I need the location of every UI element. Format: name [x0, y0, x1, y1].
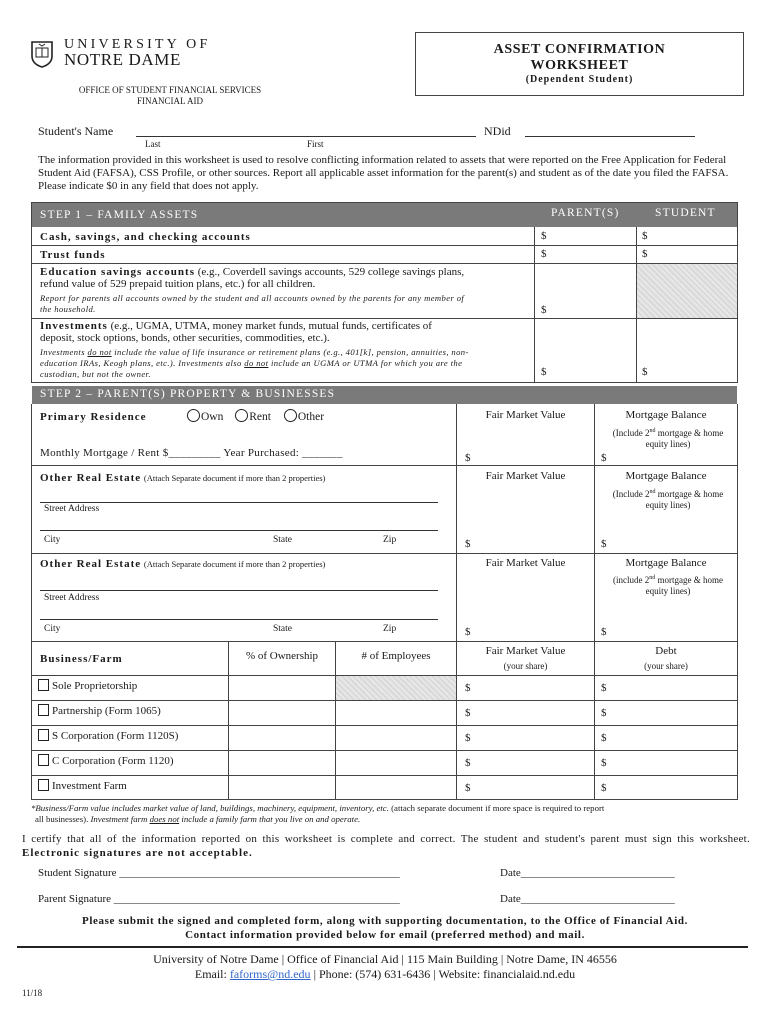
ore2-fmv-field[interactable]: $ — [465, 626, 471, 638]
parent-date-field[interactable]: Date____________________________ — [500, 893, 675, 905]
edu-note2: the household. — [40, 304, 96, 314]
university-name-line2: NOTRE DAME — [64, 50, 181, 69]
footnote-does-not: does not — [149, 814, 180, 824]
ore2-zip-label: Zip — [383, 624, 397, 634]
business-fmv-field-sole-proprietorship[interactable]: $ — [465, 682, 471, 694]
own-radio[interactable] — [187, 409, 200, 422]
first-name-label: First — [307, 139, 324, 149]
employees-header: # of Employees — [361, 650, 431, 662]
business-type-label: Investment Farm — [52, 780, 127, 792]
student-name-label: Student's Name — [38, 124, 114, 138]
footnote-c: all businesses). — [35, 814, 91, 824]
ore2-include-sup: nd — [649, 575, 656, 581]
business-row-sole-proprietorship — [38, 679, 137, 692]
business-footnote — [31, 803, 751, 825]
student-column-header: STUDENT — [655, 207, 716, 219]
footer-divider — [17, 946, 748, 948]
inv-note-do-not-2: do not — [244, 358, 269, 368]
ore1-street-label: Street Address — [44, 504, 100, 514]
ownership-header: % of Ownership — [245, 650, 319, 662]
ore2-include-note — [598, 573, 738, 597]
ore1-street-field[interactable] — [40, 502, 438, 503]
certification-statement — [22, 832, 750, 860]
footer-address: University of Notre Dame | Office of Financial Aid | 115 Main Building | Notre Dame, IN 46556 — [153, 952, 617, 966]
student-edu-shaded — [637, 264, 737, 318]
business-fmv-field-partnership[interactable]: $ — [465, 707, 471, 719]
ore1-bold: Other Real Estate — [40, 472, 142, 484]
include-sup: nd — [649, 428, 656, 434]
business-debt-field-c-corporation[interactable]: $ — [601, 757, 607, 769]
business-fmv-share: (your share) — [503, 661, 548, 671]
student-name-field[interactable] — [136, 136, 476, 137]
ore1-fmv-field[interactable]: $ — [465, 538, 471, 550]
ore1-mortgage-header: Mortgage Balance — [625, 470, 707, 482]
cash-student-field[interactable]: $ — [642, 230, 648, 242]
business-debt-field-investment-farm[interactable]: $ — [601, 782, 607, 794]
footer-contact — [15, 967, 755, 982]
business-debt-field-s-corporation[interactable]: $ — [601, 732, 607, 744]
inv-note-do-not: do not — [87, 347, 112, 357]
student-date-field[interactable]: Date____________________________ — [500, 867, 675, 879]
primary-include-note — [598, 426, 738, 450]
edu-note — [40, 293, 534, 315]
cash-label: Cash, savings, and checking accounts — [40, 231, 251, 243]
business-farm-label: Business/Farm — [40, 653, 123, 665]
edu-label — [40, 266, 532, 290]
trust-student-field[interactable]: $ — [642, 248, 648, 260]
primary-fmv-field[interactable]: $ — [465, 452, 471, 464]
ndid-label: NDid — [484, 124, 511, 138]
business-row-c-corporation — [38, 754, 174, 767]
ore1-include-a: (Include 2 — [612, 489, 650, 499]
cash-parent-field[interactable]: $ — [541, 230, 547, 242]
ore2-include-b: mortgage & home — [655, 575, 723, 585]
other-radio[interactable] — [284, 409, 297, 422]
ore2-city-field[interactable] — [40, 619, 438, 620]
ore2-fmv-header: Fair Market Value — [485, 557, 566, 569]
step1-title: STEP 1 – FAMILY ASSETS — [40, 209, 199, 221]
edu-text1: (e.g., Coverdell savings accounts, 529 college savings plans, — [194, 266, 465, 278]
step2-header — [32, 386, 737, 404]
trust-label: Trust funds — [40, 249, 106, 261]
page-title: ASSET CONFIRMATION — [493, 42, 666, 57]
page-title-line2: WORKSHEET — [530, 58, 629, 73]
debt-header: Debt — [655, 645, 677, 657]
business-fmv-field-c-corporation[interactable]: $ — [465, 757, 471, 769]
checkbox-partnership[interactable] — [38, 704, 49, 716]
footnote-d: Investment farm — [90, 814, 150, 824]
business-row-partnership — [38, 704, 161, 717]
ore1-include-sup: nd — [649, 489, 656, 495]
university-name-line1: UNIVERSITY OF — [64, 37, 211, 52]
business-row-investment-farm — [38, 779, 127, 792]
inv-bold: Investments — [40, 320, 108, 332]
ore1-note: (Attach Separate document if more than 2 properties) — [143, 473, 326, 483]
edu-note1: Report for parents all accounts owned by the student and all accounts owned by the parents for any member of — [40, 293, 465, 303]
investments-student-field[interactable]: $ — [642, 366, 648, 378]
inv-text1: (e.g., UGMA, UTMA, money market funds, mutual funds, certificates of — [107, 320, 432, 332]
certify-text: I certify that all of the information reported on this worksheet is complete and correct. The student and student's parent must sign this worksheet. — [22, 833, 750, 845]
office-subname: FINANCIAL AID — [137, 96, 203, 106]
ore2-mortgage-field[interactable]: $ — [601, 626, 607, 638]
own-label: Own — [201, 411, 224, 423]
checkbox-s-corporation[interactable] — [38, 729, 49, 741]
title-box — [415, 32, 744, 96]
step2-title: STEP 2 – PARENT(S) PROPERTY & BUSINESSES — [40, 388, 336, 400]
ore2-include-c: equity lines) — [645, 586, 691, 596]
monthly-mortgage-field[interactable]: Monthly Mortgage / Rent $_________ Year Purchased: _______ — [40, 447, 343, 459]
student-signature-field[interactable]: Student Signature ___________________________________________________ — [38, 867, 400, 879]
intro-paragraph: The information provided in this worksheet is used to resolve conflicting information related to assets that were reported on the Free Application for Federal Student Aid (FAFSA), CSS Profile, or other sources. Report all applicable asset information for the parent(s) and student as of the date you filed the FAFSA. Please indicate $0 in any field that does not apply. — [38, 154, 729, 192]
rent-label: Rent — [249, 411, 271, 423]
inv-note-d: include an UGMA or UTMA for which you are the — [268, 358, 463, 368]
ore2-street-field[interactable] — [40, 590, 438, 591]
edu-text2: refund value of 529 prepaid tuition plans, etc.) for all children. — [40, 278, 316, 290]
other-label: Other — [297, 411, 325, 423]
ore2-note: (Attach Separate document if more than 2 properties) — [143, 559, 326, 569]
business-fmv-field-investment-farm[interactable]: $ — [465, 782, 471, 794]
step1-header — [32, 203, 737, 227]
inv-note-a: Investments — [40, 347, 88, 357]
ore2-state-label: State — [273, 624, 292, 634]
submit-instructions: Please submit the signed and completed form, along with supporting documentation, to the Office of Financial Aid. — [82, 915, 688, 927]
parent-column-header: PARENT(S) — [551, 207, 620, 219]
business-type-label: C Corporation (Form 1120) — [52, 755, 174, 767]
office-name: OFFICE OF STUDENT FINANCIAL SERVICES — [78, 85, 262, 95]
ore1-zip-label: Zip — [383, 535, 397, 545]
business-type-label: Sole Proprietorship — [52, 680, 138, 692]
investments-parent-field[interactable]: $ — [541, 366, 547, 378]
checkbox-sole-proprietorship[interactable] — [38, 679, 49, 691]
email-link[interactable]: faforms@nd.edu — [229, 967, 311, 981]
sole-prop-employees-shaded — [336, 676, 456, 700]
inv-note-e: custodian, but not the owner. — [40, 369, 151, 379]
business-debt-field-sole-proprietorship[interactable]: $ — [601, 682, 607, 694]
email-label: Email: — [194, 967, 230, 981]
ore2-mortgage-header: Mortgage Balance — [625, 557, 707, 569]
business-type-label: S Corporation (Form 1120S) — [52, 730, 179, 742]
footnote-e: include a family farm that you live on and operate. — [179, 814, 361, 824]
include-b: mortgage & home — [655, 428, 724, 438]
ndid-field[interactable] — [525, 136, 695, 137]
other-real-estate-1-label — [40, 472, 325, 484]
primary-fmv-header: Fair Market Value — [485, 409, 566, 421]
inv-note-c: education IRAs, Keogh plans, etc.). Investments also — [40, 358, 245, 368]
ore1-city-field[interactable] — [40, 530, 438, 531]
ore1-state-label: State — [273, 535, 292, 545]
edu-bold: Education savings accounts — [40, 266, 195, 278]
business-fmv-field-s-corporation[interactable]: $ — [465, 732, 471, 744]
page-subtitle: (Dependent Student) — [525, 74, 634, 85]
ore1-city-label: City — [44, 535, 61, 545]
inv-note-b: include the value of life insurance or retirement plans (e.g., 401[k], pension, annuities, non- — [111, 347, 469, 357]
last-name-label: Last — [145, 139, 161, 149]
checkbox-c-corporation[interactable] — [38, 754, 49, 766]
ore1-mortgage-field[interactable]: $ — [601, 538, 607, 550]
contact-instructions: Contact information provided below for email (preferred method) and mail. — [185, 929, 585, 941]
edu-parent-field[interactable]: $ — [541, 304, 547, 316]
debt-share: (your share) — [644, 661, 688, 671]
residence-type-options — [187, 409, 324, 423]
inv-text2: deposit, stock options, bonds, other securities, commodities, etc.). — [40, 332, 330, 344]
business-row-s-corporation — [38, 729, 178, 742]
ore1-fmv-header: Fair Market Value — [485, 470, 566, 482]
footnote-b: (attach separate document if more space is required to report — [388, 803, 605, 813]
business-type-label: Partnership (Form 1065) — [52, 705, 161, 717]
rent-radio[interactable] — [235, 409, 248, 422]
trust-parent-field[interactable]: $ — [541, 248, 547, 260]
ore2-bold: Other Real Estate — [40, 558, 142, 570]
ore1-include-c: equity lines) — [645, 500, 691, 510]
ore1-include-b: mortgage & home — [655, 489, 724, 499]
investments-label — [40, 320, 534, 344]
business-fmv-header: Fair Market Value — [485, 645, 566, 657]
university-seal-icon — [30, 40, 54, 68]
footnote-a: *Business/Farm value includes market value of land, buildings, machinery, equipment, inventory, etc. — [31, 803, 389, 813]
ore2-city-label: City — [44, 624, 61, 634]
primary-mortgage-header: Mortgage Balance — [625, 409, 707, 421]
ore2-street-label: Street Address — [44, 593, 100, 603]
phone-website: | Phone: (574) 631-6436 | Website: financialaid.nd.edu — [310, 967, 576, 981]
form-version: 11/18 — [22, 988, 43, 998]
certify-bold: Electronic signatures are not acceptable. — [22, 847, 253, 859]
checkbox-investment-farm[interactable] — [38, 779, 49, 791]
other-real-estate-2-label — [40, 558, 325, 570]
investments-note — [40, 347, 534, 380]
ore1-include-note — [598, 487, 738, 511]
parent-signature-field[interactable]: Parent Signature ____________________________________________________ — [38, 893, 400, 905]
primary-mortgage-field[interactable]: $ — [601, 452, 607, 464]
include-c: equity lines) — [645, 439, 691, 449]
primary-residence-label: Primary Residence — [40, 411, 147, 423]
business-debt-field-partnership[interactable]: $ — [601, 707, 607, 719]
ore2-include-a: (include 2 — [613, 575, 650, 585]
include-a: (Include 2 — [612, 428, 650, 438]
